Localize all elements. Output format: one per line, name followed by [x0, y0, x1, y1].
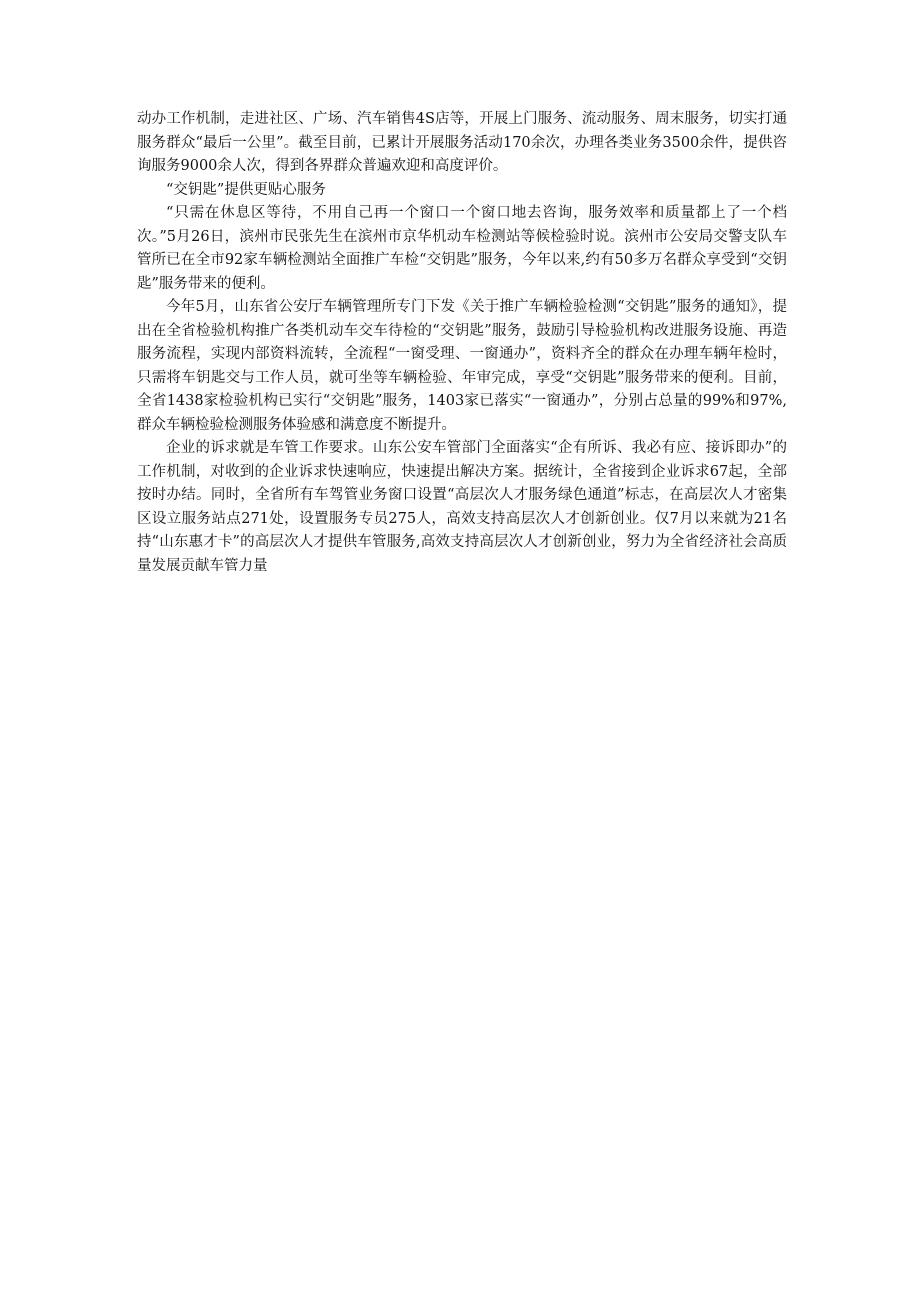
paragraph-service-mechanism: 动办工作机制，走进社区、广场、汽车销售4S店等，开展上门服务、流动服务、周末服务，切实打通服务群众“最后一公里”。截至目前，已累计开展服务活动170余次，办理各类业务3500余件，提供咨询服务9000余人次，得到各界群众普遍欢迎和高度评价。: [137, 111, 787, 174]
paragraph-provincial-notice: 今年5月，山东省公安厅车辆管理所专门下发《关于推广车辆检验检测“交钥匙”服务的通知》，提出在全省检验机构推广各类机动车交车待检的“交钥匙”服务，鼓励引导检验机构改进服务设施、再造服务流程，实现内部资料流转，全流程“一窗受理、一窗通办”，资料齐全的群众在办理车辆年检时，只需将车钥匙交与工作人员，就可坐等车辆检验、年审完成，享受“交钥匙”服务带来的便利。目前，全省1438家检验机构已实行“交钥匙”服务，1403家已落实“一窗通办”，分别占总量的99%和97%,群众车辆检验检测服务体验感和满意度不断提升。: [137, 299, 787, 433]
paragraph-enterprise-demands: 企业的诉求就是车管工作要求。山东公安车管部门全面落实“企有所诉、我必有应、接诉即办”的工作机制，对收到的企业诉求快速响应，快速提出解决方案。据统计，全省接到企业诉求67起，全部按时办结。同时，全省所有车驾管业务窗口设置“高层次人才服务绿色通道”标志，在高层次人才密集区设立服务站点271处，设置服务专员275人，高效支持高层次人才创新创业。仅7月以来就为21名持“山东惠才卡”的高层次人才提供车管服务,高效支持高层次人才创新创业，努力为全省经济社会高质量发展贡献车管力量: [137, 440, 787, 574]
article-body: [137, 108, 787, 578]
section-subheading: “交钥匙”提供更贴心服务: [166, 181, 326, 198]
paragraph-binzhou-key-service: “只需在休息区等待，不用自己再一个窗口一个窗口地去咨询，服务效率和质量都上了一个档次。”5月26日，滨州市民张先生在滨州市京华机动车检测站等候检验时说。滨州市公安局交警支队车管所已在全市92家车辆检测站全面推广车检“交钥匙”服务，今年以来,约有50多万名群众享受到“交钥匙”服务带来的便利。: [137, 205, 787, 292]
